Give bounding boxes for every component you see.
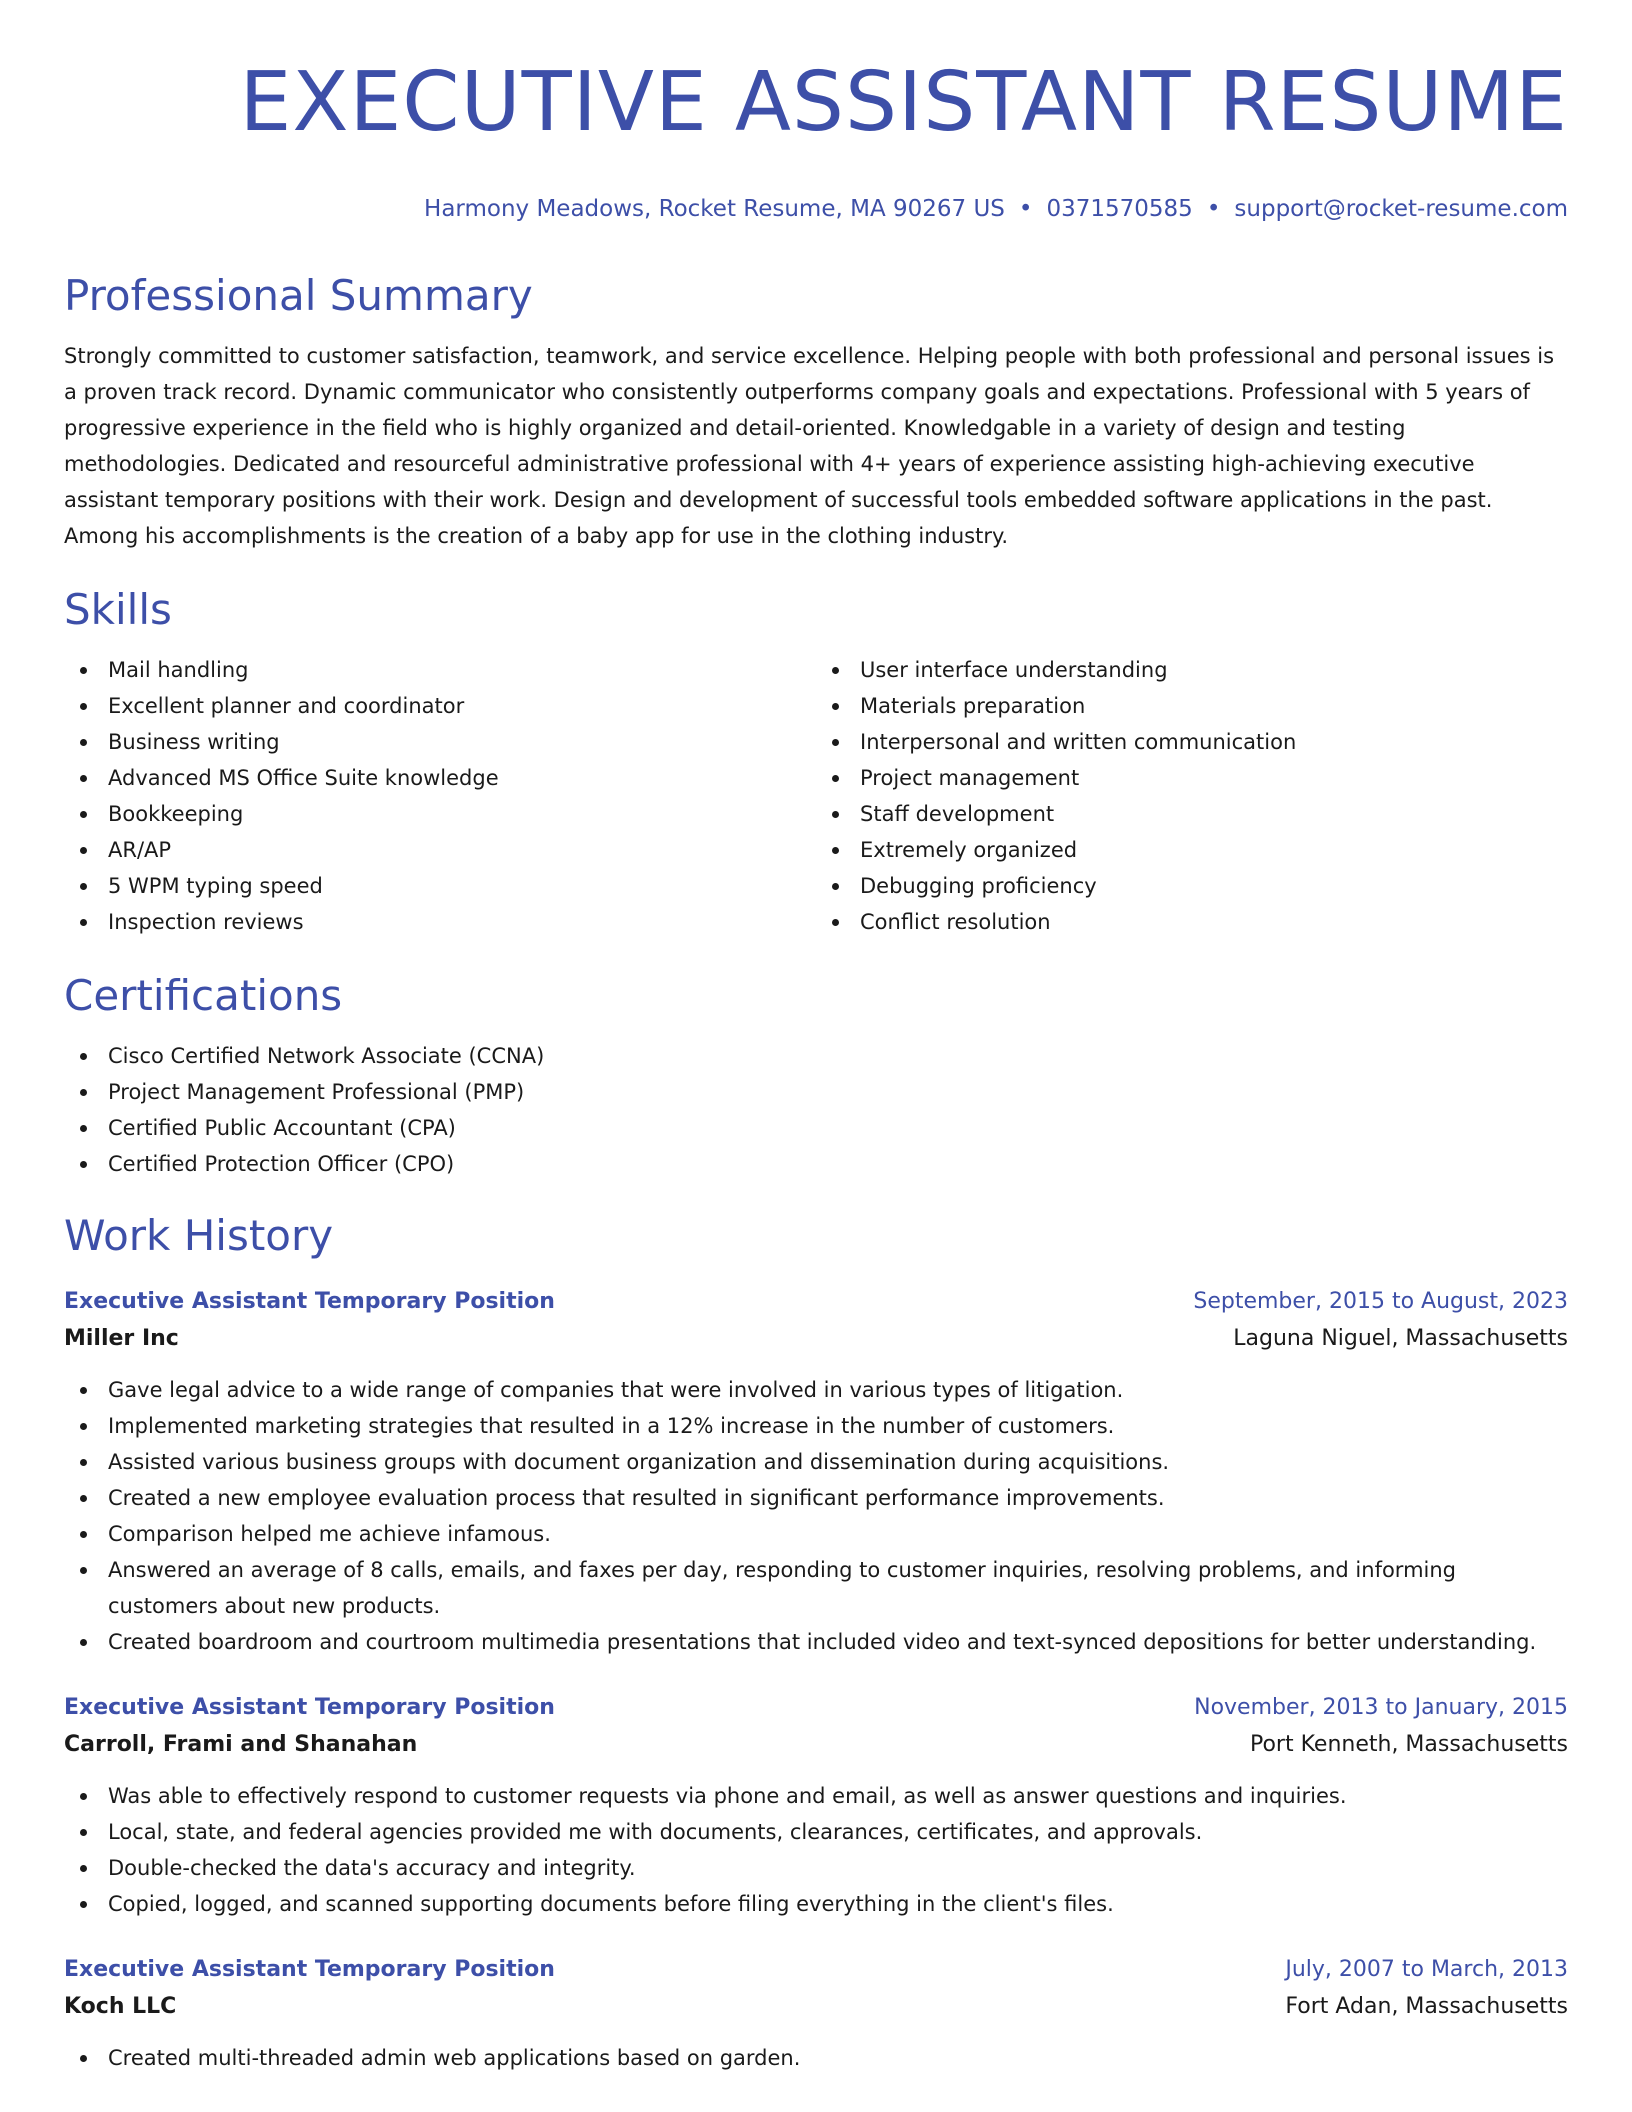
job-bullet: Was able to effectively respond to customer requests via phone and email, as well as answer questions and inquiries. bbox=[64, 1778, 1568, 1814]
contact-separator: • bbox=[1018, 196, 1033, 222]
skill-item: 5 WPM typing speed bbox=[64, 868, 816, 904]
job-entry bbox=[64, 1284, 1568, 1660]
skill-item: Debugging proficiency bbox=[816, 868, 1568, 904]
job-bullet: Gave legal advice to a wide range of companies that were involved in various types of litigation. bbox=[64, 1372, 1568, 1408]
skill-item: Mail handling bbox=[64, 652, 816, 688]
job-bullet: Created boardroom and courtroom multimedia presentations that included video and text-synced depositions for better understanding. bbox=[64, 1624, 1568, 1660]
job-company: Koch LLC bbox=[64, 1994, 177, 2019]
resume-title: EXECUTIVE ASSISTANT RESUME bbox=[239, 55, 1568, 150]
job-bullet: Local, state, and federal agencies provided me with documents, clearances, certificates, and approvals. bbox=[64, 1814, 1568, 1850]
summary-heading: Professional Summary bbox=[64, 271, 533, 320]
job-header-row bbox=[64, 1952, 1568, 1988]
skills-list-right bbox=[816, 652, 1568, 940]
certification-item: Certified Public Accountant (CPA) bbox=[64, 1110, 1568, 1146]
job-bullets bbox=[64, 2040, 1568, 2076]
certification-item: Certified Protection Officer (CPO) bbox=[64, 1146, 1568, 1182]
job-dates: September, 2015 to August, 2023 bbox=[1193, 1289, 1568, 1314]
job-title: Executive Assistant Temporary Position bbox=[64, 1289, 555, 1314]
job-dates: July, 2007 to March, 2013 bbox=[1285, 1957, 1568, 1982]
skills-heading: Skills bbox=[64, 585, 172, 634]
contact-line bbox=[64, 194, 1568, 224]
job-bullet: Implemented marketing strategies that resulted in a 12% increase in the number of customers. bbox=[64, 1408, 1568, 1444]
skills-columns bbox=[64, 652, 1568, 940]
resume-header bbox=[64, 48, 1568, 224]
job-bullet: Comparison helped me achieve infamous. bbox=[64, 1516, 1568, 1552]
job-header-row bbox=[64, 1690, 1568, 1726]
job-company: Miller Inc bbox=[64, 1326, 179, 1351]
job-bullet: Copied, logged, and scanned supporting documents before filing everything in the client's files. bbox=[64, 1886, 1568, 1922]
skill-item: AR/AP bbox=[64, 832, 816, 868]
job-bullets bbox=[64, 1372, 1568, 1660]
certifications-heading: Certifications bbox=[64, 971, 343, 1020]
job-bullet: Created multi-threaded admin web applications based on garden. bbox=[64, 2040, 1568, 2076]
job-entry bbox=[64, 1952, 1568, 2076]
skill-item: Interpersonal and written communication bbox=[816, 724, 1568, 760]
job-bullets bbox=[64, 1778, 1568, 1922]
contact-separator: • bbox=[1206, 196, 1221, 222]
job-location: Port Kenneth, Massachusetts bbox=[1249, 1732, 1568, 1757]
certification-item: Project Management Professional (PMP) bbox=[64, 1074, 1568, 1110]
skill-item: Excellent planner and coordinator bbox=[64, 688, 816, 724]
skill-item: Staff development bbox=[816, 796, 1568, 832]
summary-text: Strongly committed to customer satisfaction, teamwork, and service excellence. Helping people with both professional and personal issues is a proven track record. Dynamic communicator who consistently outperforms company goals and expectations. Professional with 5 years of progressive experience in the field who is highly organized and detail-oriented. Knowledgable in a variety of design and testing methodologies. Dedicated and resourceful administrative professional with 4+ years of experience assisting high-achieving executive assistant temporary positions with their work. Design and development of successful tools embedded software applications in the past. Among his accomplishments is the creation of a baby app for use in the clothing industry. bbox=[64, 344, 1555, 548]
skill-item: Inspection reviews bbox=[64, 904, 816, 940]
skill-item: Materials preparation bbox=[816, 688, 1568, 724]
skills-list-left bbox=[64, 652, 816, 940]
job-bullet: Double-checked the data's accuracy and integrity. bbox=[64, 1850, 1568, 1886]
skill-item: Conflict resolution bbox=[816, 904, 1568, 940]
job-company: Carroll, Frami and Shanahan bbox=[64, 1732, 418, 1757]
job-bullet: Created a new employee evaluation process that resulted in significant performance improvements. bbox=[64, 1480, 1568, 1516]
job-company-row bbox=[64, 1320, 1568, 1358]
job-title: Executive Assistant Temporary Position bbox=[64, 1695, 555, 1720]
job-location: Laguna Niguel, Massachusetts bbox=[1233, 1326, 1568, 1351]
contact-email[interactable]: support@rocket-resume.com bbox=[1234, 196, 1568, 222]
job-company-row bbox=[64, 1988, 1568, 2026]
job-entry bbox=[64, 1690, 1568, 1922]
job-dates: November, 2013 to January, 2015 bbox=[1194, 1695, 1568, 1720]
job-location: Fort Adan, Massachusetts bbox=[1285, 1994, 1568, 2019]
job-bullet: Assisted various business groups with document organization and dissemination during acquisitions. bbox=[64, 1444, 1568, 1480]
skill-item: Bookkeeping bbox=[64, 796, 816, 832]
skill-item: User interface understanding bbox=[816, 652, 1568, 688]
job-company-row bbox=[64, 1726, 1568, 1764]
job-header-row bbox=[64, 1284, 1568, 1320]
skill-item: Advanced MS Office Suite knowledge bbox=[64, 760, 816, 796]
contact-phone: 0371570585 bbox=[1046, 196, 1193, 222]
skill-item: Project management bbox=[816, 760, 1568, 796]
contact-address: Harmony Meadows, Rocket Resume, MA 90267 US bbox=[424, 196, 1005, 222]
certification-item: Cisco Certified Network Associate (CCNA) bbox=[64, 1038, 1568, 1074]
work-history-heading: Work History bbox=[64, 1211, 334, 1260]
job-bullet: Answered an average of 8 calls, emails, and faxes per day, responding to customer inquiries, resolving problems, and informing customers about new products. bbox=[64, 1552, 1568, 1624]
certifications-list bbox=[64, 1038, 1568, 1182]
skill-item: Extremely organized bbox=[816, 832, 1568, 868]
skill-item: Business writing bbox=[64, 724, 816, 760]
job-title: Executive Assistant Temporary Position bbox=[64, 1957, 555, 1982]
